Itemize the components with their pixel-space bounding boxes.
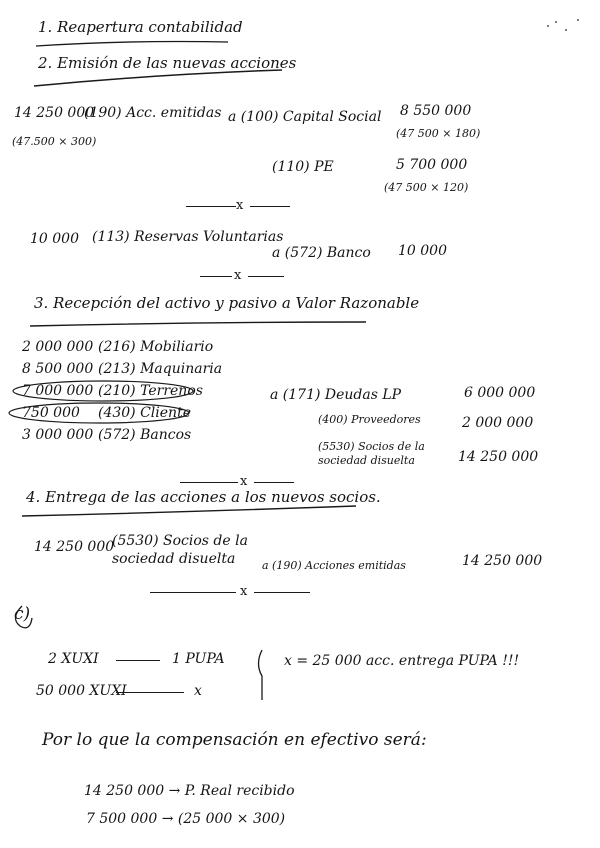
ratio-result: x = 25 000 acc. entrega PUPA !!! [284, 653, 520, 669]
entry-credit-amount: 6 000 000 [464, 385, 536, 401]
ratio-left: 50 000 XUXI [36, 683, 127, 699]
entry-debit-account: (5530) Socios de la sociedad disuelta [112, 533, 248, 567]
separator-line [250, 206, 290, 207]
section-3-title: 3. Recepción del activo y pasivo a Valor Razonable [34, 294, 420, 312]
entry-debit-amount: 8 500 000 [22, 361, 94, 377]
separator-line [200, 276, 232, 277]
section-c-label: c) [14, 604, 31, 624]
ratio-left: 2 XUXI [48, 651, 99, 667]
entry-credit-amount: 2 000 000 [462, 415, 534, 431]
ratio-right: 1 PUPA [172, 651, 225, 667]
entry-debit-account: (113) Reservas Voluntarias [92, 229, 284, 245]
entry-debit-amount: 7 000 000 [22, 383, 94, 399]
separator-mark: x [234, 268, 242, 283]
entry-debit-amount: 3 000 000 [22, 427, 94, 443]
entry-credit-account: (400) Proveedores [318, 413, 421, 426]
section-1-title: 1. Reapertura contabilidad [38, 18, 243, 36]
entry-credit-account: a (190) Acciones emitidas [262, 559, 406, 572]
entry-debit-account: (430) Cliente [98, 405, 191, 421]
entry-debit-amount: 750 000 [22, 405, 80, 421]
entry-credit-account: (5530) Socios de la sociedad disuelta [318, 440, 425, 467]
section-4-title: 4. Entrega de las acciones a los nuevos socios. [26, 488, 381, 506]
entry-credit-amount: 8 550 000 [400, 103, 472, 119]
entry-calc-note: (47 500 × 120) [384, 181, 469, 194]
entry-debit-account: (213) Maquinaria [98, 361, 223, 377]
entry-credit-amount: 14 250 000 [458, 449, 539, 465]
entry-debit-account: (572) Bancos [98, 427, 192, 443]
entry-credit-amount: 5 700 000 [396, 157, 468, 173]
separator-line [186, 206, 236, 207]
entry-calc-note: (47 500 × 180) [396, 127, 481, 140]
entry-debit-account: (216) Mobiliario [98, 339, 214, 355]
calc-line: 7 500 000 → (25 000 × 300) [86, 811, 286, 827]
entry-debit-account: (210) Terrenos [98, 383, 203, 399]
entry-credit-amount: 14 250 000 [462, 553, 543, 569]
separator-line [254, 482, 294, 483]
entry-credit-account: a (171) Deudas LP [270, 387, 402, 403]
entry-debit-amount: 14 250 000 [14, 105, 95, 121]
entry-credit-account: a (100) Capital Social [228, 109, 382, 125]
entry-debit-amount: 2 000 000 [22, 339, 94, 355]
separator-mark: x [240, 474, 248, 489]
separator-line [248, 276, 284, 277]
separator-line [150, 592, 236, 593]
separator-line [254, 592, 310, 593]
entry-debit-account: (190) Acc. emitidas [84, 105, 222, 121]
separator-line [180, 482, 238, 483]
conclusion-text: Por lo que la compensación en efectivo será: [42, 730, 427, 750]
entry-credit-amount: 10 000 [398, 243, 447, 259]
entry-credit-account: (110) PE [272, 159, 334, 175]
section-2-title: 2. Emisión de las nuevas acciones [38, 54, 297, 72]
ratio-line [116, 660, 160, 661]
calc-line: 14 250 000 → P. Real recibido [84, 783, 295, 799]
ratio-right: x [194, 683, 202, 699]
ratio-line [116, 692, 184, 693]
entry-debit-amount: 10 000 [30, 231, 79, 247]
entry-debit-amount: 14 250 000 [34, 539, 115, 555]
separator-mark: x [240, 584, 248, 599]
separator-mark: x [236, 198, 244, 213]
entry-credit-account: a (572) Banco [272, 245, 371, 261]
entry-calc-note: (47.500 × 300) [12, 135, 97, 148]
